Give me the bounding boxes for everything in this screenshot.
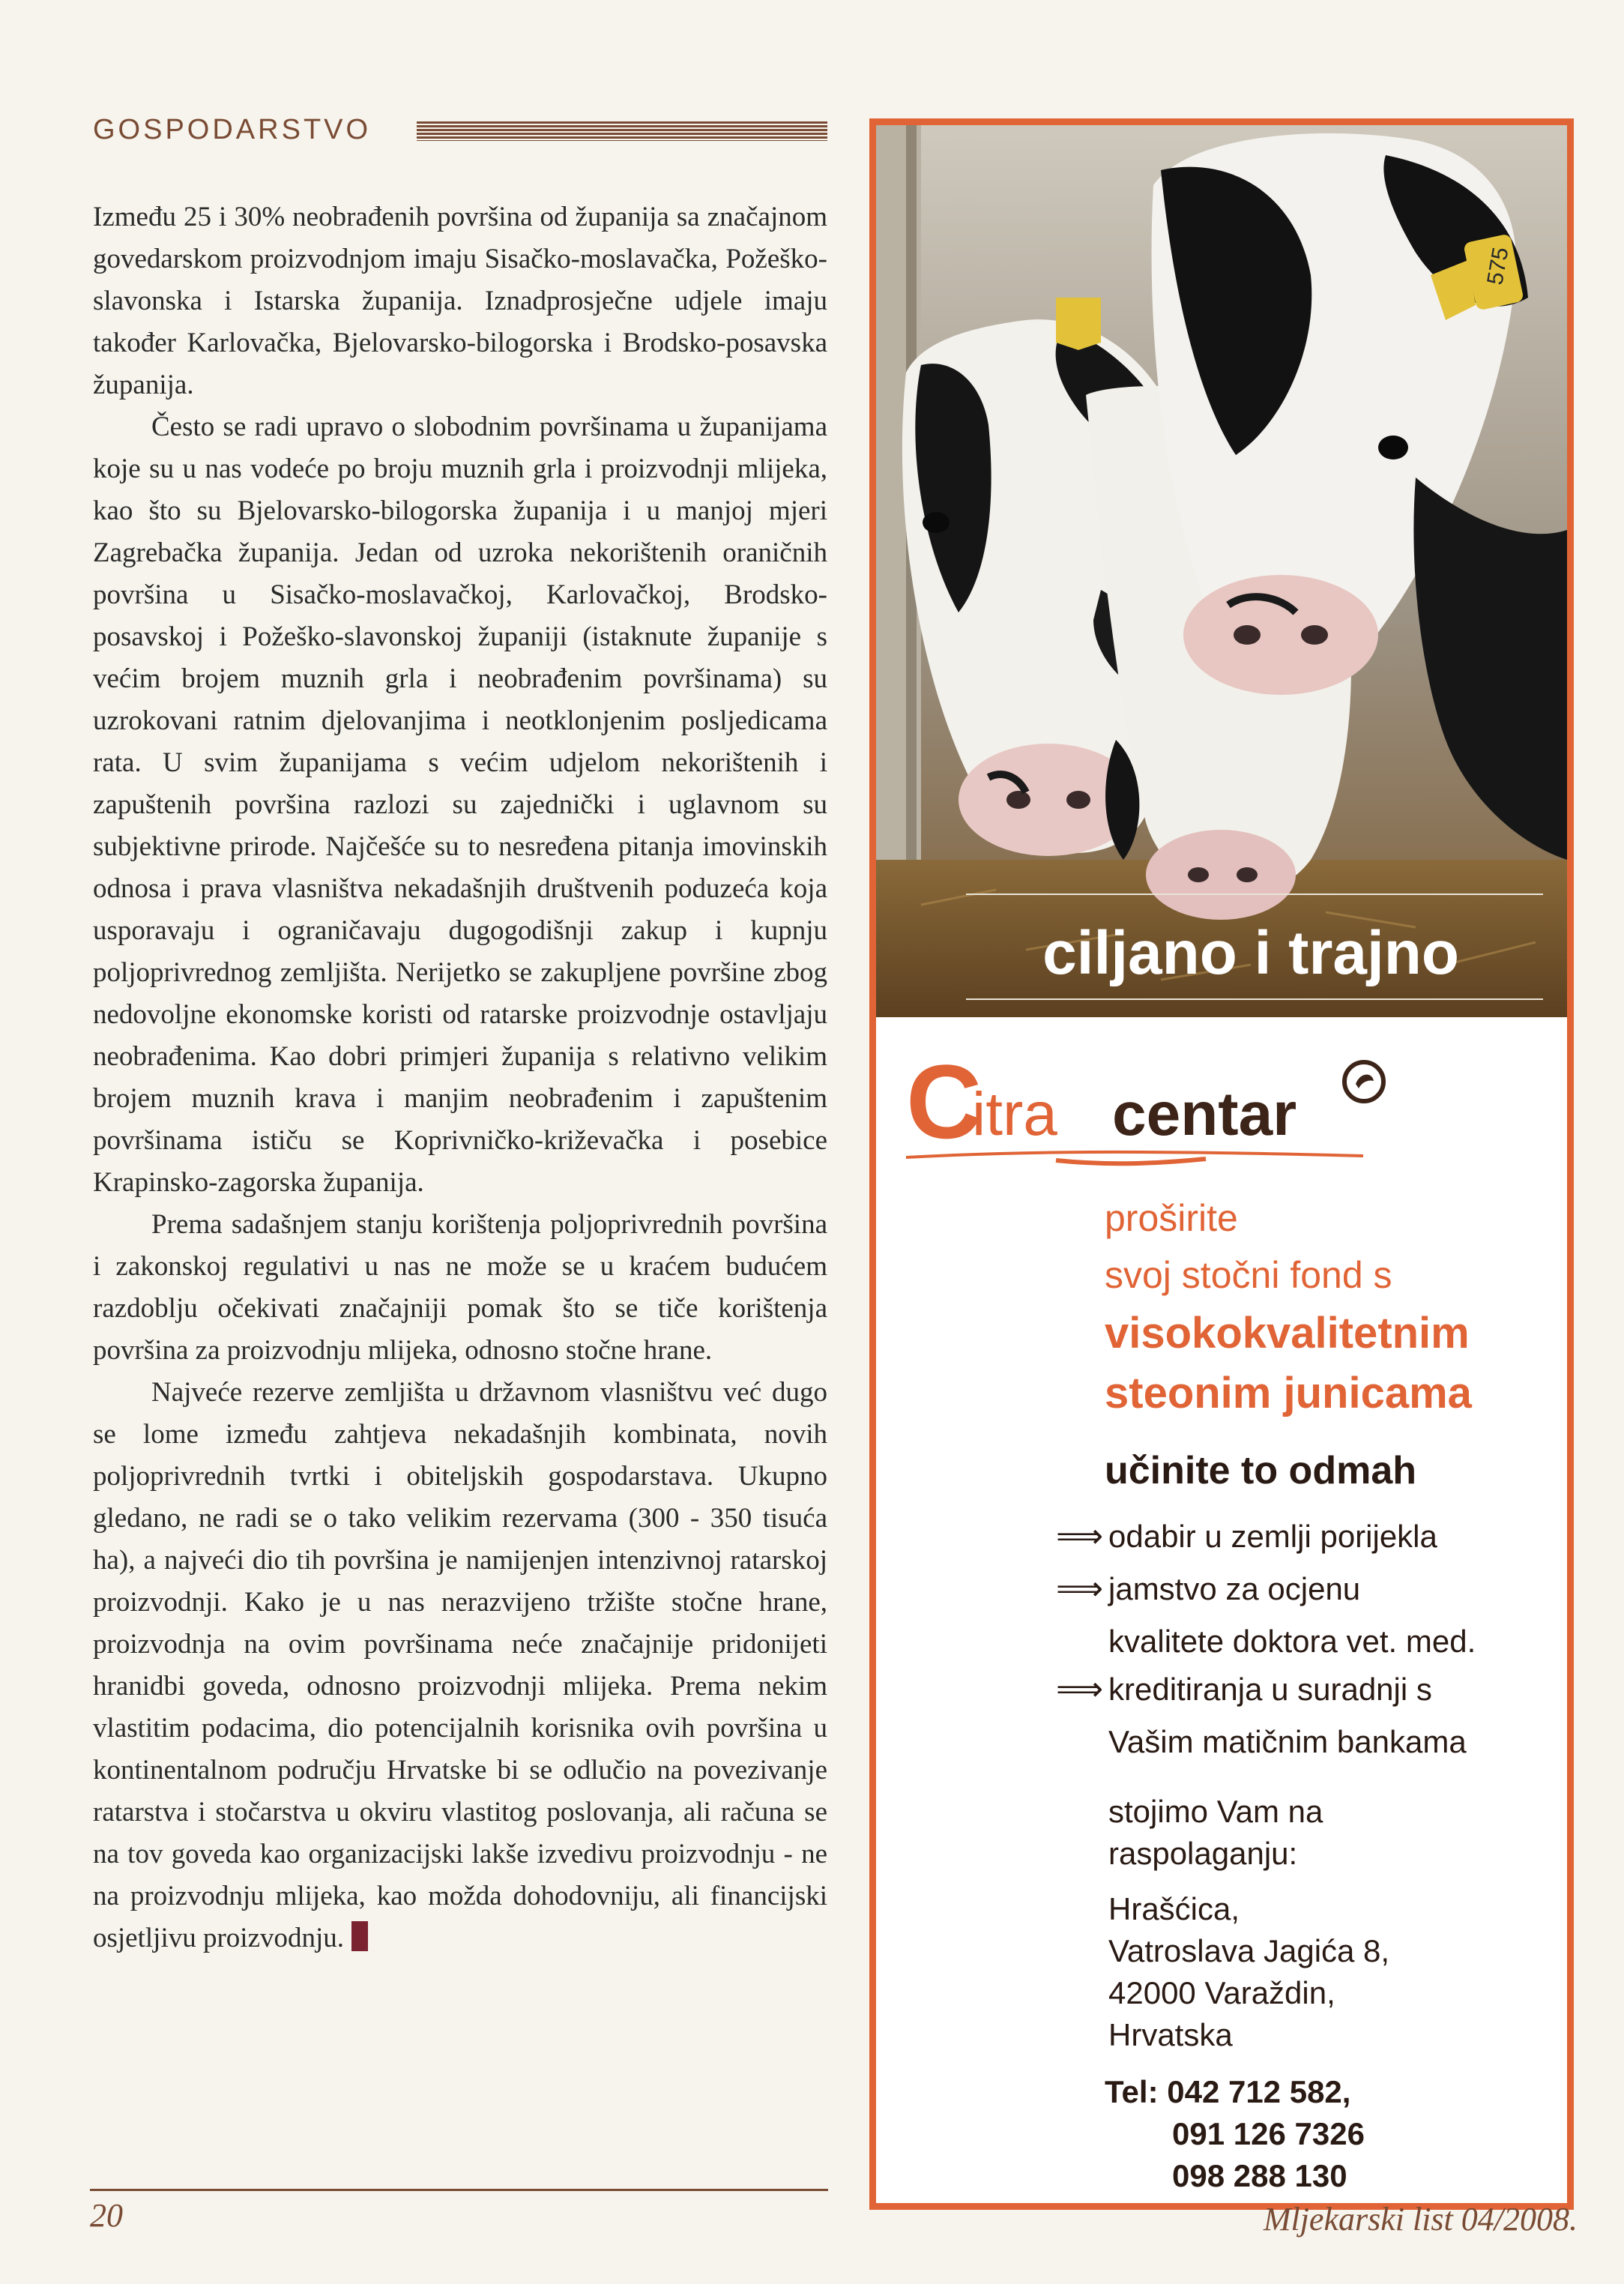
- brand-name-part-1: itra: [972, 1080, 1057, 1148]
- contact-line-2: raspolaganju:: [1108, 1836, 1298, 1871]
- arrow-icon: ⟹: [1056, 1517, 1104, 1555]
- brand-swoosh: [906, 1148, 1363, 1166]
- page-number: 20: [90, 2197, 123, 2234]
- article-paragraph-4-text: Najveće rezerve zemljišta u državnom vlasništvu već dugo se lome između zahtjeva nekadašnjih kombinata, novih poljoprivrednih tvrtki i obiteljskih gospodarstava. Ukupno gledano, ne radi se o tako velikim rezervama (300 - 350 tisuća ha), a najveći dio tih površina je namijenjen intenzivnoj ratarskoj proizvodnji. Kako je u nas nerazvijeno tržište stočne hrane, proizvodnja na ovim površinama neće značajnije pridonijeti hranidbi goveda, odnosno proizvodnji mlijeka. Prema nekim vlastitim podacima, dio potencijalnih korisnika ovih površina u kontinentalnom području Hrvatske bi se odlučio na povezivanje ratarstva i stočarstva u okviru vlastitog poslovanja, ali računa se na tov goveda kao organizacijski lakše izvedivu proizvodnju - ne na proizvodnju mlijeka, kao možda dohodovniju, ali financijski osjetljivu proizvodnju.: [93, 1377, 827, 1953]
- article-paragraph-4: [93, 1372, 827, 1959]
- cows-illustration: [876, 125, 1567, 1017]
- benefit-item-2-cont: kvalitete doktora vet. med.: [1108, 1624, 1476, 1659]
- benefit-item-3-cont: Vašim matičnim bankama: [1108, 1724, 1467, 1759]
- arrow-icon: ⟹: [1056, 1670, 1104, 1708]
- section-header: [93, 112, 827, 147]
- journal-issue: Mljekarski list 04/2008.: [1263, 2201, 1578, 2238]
- phone-line-1: Tel: 042 712 582,: [1105, 2074, 1351, 2109]
- header-rule: [417, 121, 827, 141]
- brand-mark-icon: [1341, 1058, 1387, 1105]
- offer-line-4: steonim junicama: [1105, 1369, 1472, 1417]
- phone-line-2: 091 126 7326: [1172, 2116, 1365, 2151]
- slogan-rule-bottom: [966, 998, 1543, 1000]
- article-paragraph-1: Između 25 i 30% neobrađenih površina od županija sa značajnom govedarskom proizvodnjom imaju Sisačko-moslavačka, Požeško-slavonska i Istarska županija. Iznadprosječne udjele imaju također Karlovačka, Bjelovarsko-bilogorska i Brodsko-posavska županija.: [93, 202, 827, 400]
- offer-line-3: visokokvalitetnim: [1105, 1309, 1470, 1358]
- address-line-1: Hrašćica,: [1108, 1891, 1240, 1926]
- offer-line-2: svoj stočni fond s: [1105, 1254, 1392, 1296]
- slogan-rule-top: [966, 894, 1543, 895]
- ad-slogan: ciljano i trajno: [1042, 919, 1459, 987]
- benefit-item-1: odabir u zemlji porijekla: [1108, 1519, 1437, 1554]
- arrow-icon: ⟹: [1056, 1570, 1104, 1608]
- ad-photo-cows: [876, 125, 1567, 1017]
- phone-line-3: 098 288 130: [1172, 2158, 1347, 2193]
- article-paragraph-3: Prema sadašnjem stanju korištenja poljoprivrednih površina i zakonskoj regulativi u nas ne može se u kraćem budućem razdoblju očekivati značajniji pomak što se tiče korištenja površina za proizvodnju mlijeka, odnosno stočne hrane.: [93, 1209, 827, 1366]
- brand-name-part-2: centar: [1112, 1080, 1297, 1148]
- advertisement: [869, 118, 1574, 2210]
- contact-line-1: stojimo Vam na: [1108, 1794, 1323, 1829]
- brand-initial: C: [906, 1043, 982, 1160]
- article-end-mark: [351, 1921, 368, 1951]
- address-line-2: Vatroslava Jagića 8,: [1108, 1933, 1390, 1968]
- ear-tag-number: 575: [1482, 245, 1514, 287]
- call-to-action: učinite to odmah: [1105, 1449, 1416, 1492]
- offer-line-1: proširite: [1105, 1197, 1238, 1239]
- address-line-3: 42000 Varaždin,: [1108, 1975, 1335, 2010]
- section-title: GOSPODARSTVO: [93, 114, 372, 145]
- brand-logo: [906, 1043, 1431, 1163]
- benefit-item-2: jamstvo za ocjenu: [1108, 1571, 1361, 1606]
- article-paragraph-2: Često se radi upravo o slobodnim površinama u županijama koje su u nas vodeće po broju muznih grla i proizvodnji mlijeka, kao što su Bjelovarsko-bilogorska županija i u manjoj mjeri Zagrebačka županija. Jedan od uzroka nekorištenih oraničnih površina u Sisačko-moslavačkoj, Karlovačkoj, Brodsko-posavskoj i Požeško-slavonskoj županiji (istaknute županije s većim brojem muznih grla i neobrađenim površinama) su uzrokovani ratnim djelovanjima i neotklonjenim posljedicama rata. U svim županijama s većim udjelom nekorištenih i zapuštenih površina razlozi su zajednički i uglavnom su subjektivne prirode. Najčešće su to nesređena pitanja imovinskih odnosa i prava vlasništva nekadašnjih društvenih poduzeća koja usporavaju i ograničavaju dugogodišnji zakup i kupnju poljoprivrednog zemljišta. Nerijetko se zakupljene površine zbog nedovoljne ekonomske koristi od ratarske proizvodnje ostavljaju neobrađenima. Kao dobri primjeri županija s relativno velikim brojem muznih krava i manjim neobrađenim i zapuštenim površinama ističu se Koprivničko-križevačka i posebice Krapinsko-zagorska županija.: [93, 412, 827, 1198]
- article-body: [93, 196, 827, 1959]
- address-line-4: Hrvatska: [1108, 2017, 1233, 2052]
- benefit-item-3: kreditiranja u suradnji s: [1108, 1672, 1432, 1707]
- footer-rule: [90, 2189, 828, 2191]
